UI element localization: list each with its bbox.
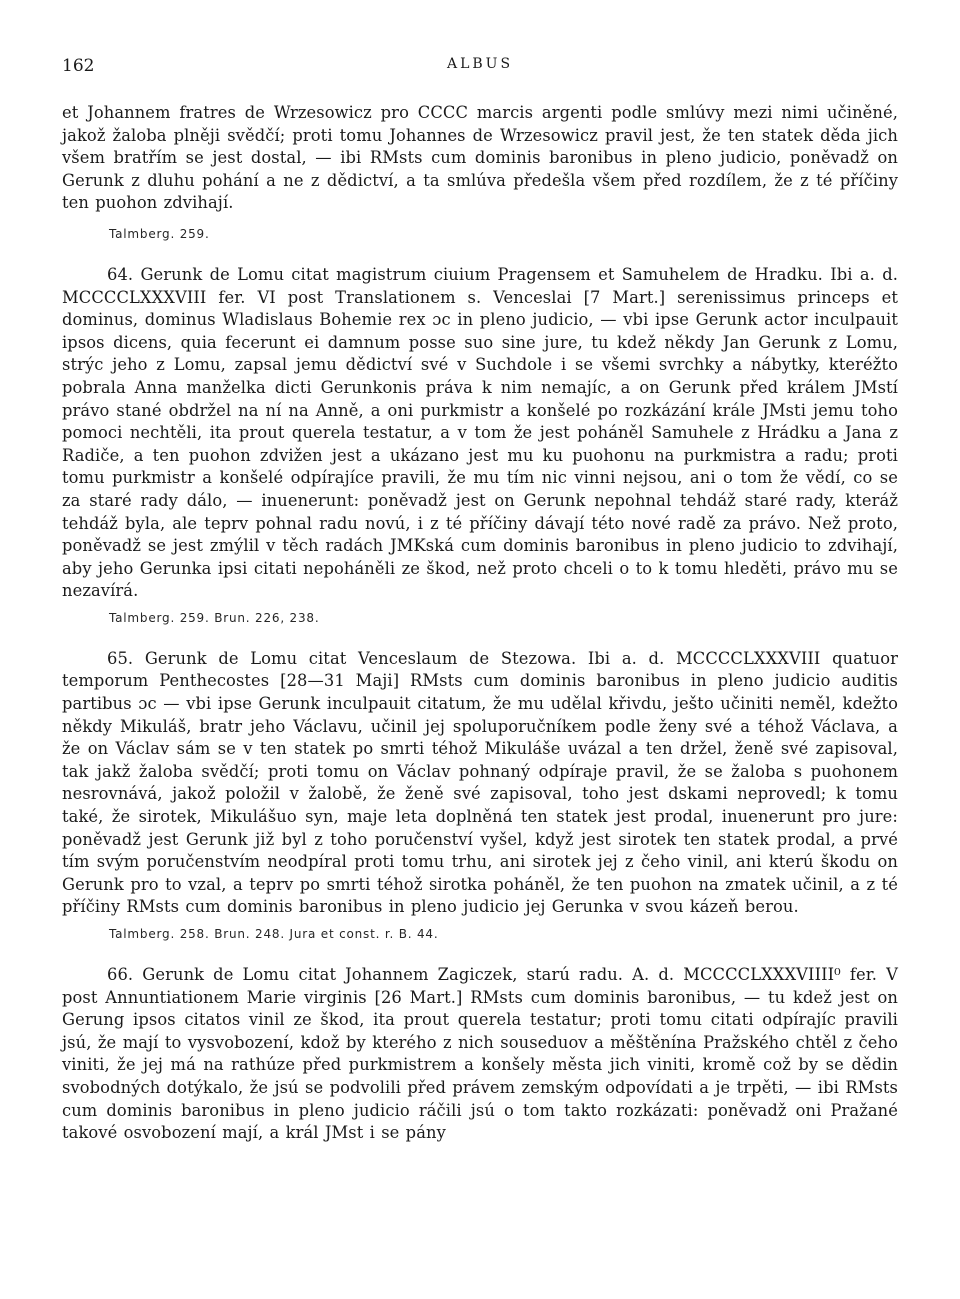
document-page (62, 48, 898, 1145)
entry-64: 64. Gerunk de Lomu citat magistrum ciuium Pragensem et Samuhelem de Hradku. Ibi a. d. MCCCCLXXXVIII fer. VI post Translationem s. Venceslai [7 Mart.] serenissimus princeps et dominus, dominus Wladislaus Bohemie rex ɔc in pleno judicio, — vbi ipse Gerunk actor inculpauit ipsos dicens, quia fecerunt ei damnum posse suo sine jure, tu kdež někdy Jan Gerunk z Lomu, strýc jeho z Lomu, zapsal jemu dědictví své v Suchdole i se všemi svrchky a nábytky, kteréžto pobrala Anna manželka dicti Gerunkonis práva k nim nemajíc, a on Gerunk před králem JMstí právo stané obdržel na ní na Anně, a oni purkmistr a konšelé po rozkázání krále JMsti jemu toho pomoci nechtěli, ita prout querela testatur, a v tom že jest poháněl Samuhele z Hrádku a Jana z Radiče, a ten puohon zdvižen jest a ukázano jest mu ku puohonu na purkmistra a radu; proti tomu purkmistr a konšelé odpírajíce pravili, že mu tím nic vinni nejsou, ani o tom že vědí, co se za staré rady dálo, — inuenerunt: poněvadž jest on Gerunk nepohnal tehdáž staré rady, kteráž tehdáž byla, ale teprv pohnal radu novú, i z té příčiny dávají této nové radě za právo. Než proto, poněvadž se jest zmýlil v těch radách JMKská cum dominis baronibus in pleno judicio to zdvihají, aby jeho Gerunka ipsi citati nepoháněli ze škod, než proto chceli o to k tomu hleděti, právo mu se nezavírá. (62, 264, 898, 601)
paragraph-continuation: et Johannem fratres de Wrzesowicz pro CCCC marcis argenti podle smlúvy mezi nimi učiněné, jakož žaloba plněji svědčí; proti tomu Johannes de Wrzesowicz pravil jest, že ten statek děda jich všem bratřím se jest dostal, — ibi RMsts cum dominis baronibus in pleno judicio, poněvadž on Gerunk z dluhu pohání a ne z dědictví, a ta smlúva předešla všem před rozdílem, že z té příčiny ten puohon zdvihají. (62, 103, 898, 213)
entry-65: 65. Gerunk de Lomu citat Venceslaum de Stezowa. Ibi a. d. MCCCCLXXXVIII quatuor temporum Penthecostes [28—31 Maji] RMsts cum dominis baronibus in pleno judicio auditis partibus ɔc — vbi ipse Gerunk inculpauit citatum, že mu udělal křivdu, ješto učiniti neměl, kdežto někdy Mikuláš, bratr jeho Václavu, učinil jej spoluporučníkem podle ženy své a téhož Václava, a že on Václav sám se v ten statek po smrti téhož Mikuláše uvázal a ten držel, ženě své zapisoval, tak jakž žaloba svědčí; proti tomu on Václav pohnaný odpíraje pravil, že se žaloba s puohonem nesrovnává, jakož položil v žalobě, že ženě své zapisoval, toho jest dskami neprovedl; k tomu také, že sirotek, Mikulášuo syn, maje leta doplněná ten statek jest prodal, inuenerunt pro jure: poněvadž jest Gerunk již byl z toho poručenství vyšel, když jest sirotek ten statek prodal, a prvé tím svým poručenstvím neodpíral proti tomu trhu, ani sirotek jej z čeho vinil, ani kterú škodu on Gerunk pro to vzal, a teprv po smrti téhož sirotka poháněl, že ten puohon na zmatek učinil, a z té příčiny RMsts cum dominis baronibus in pleno judicio jej Gerunka v svou kázeň berou. (62, 648, 898, 917)
page-header (62, 48, 898, 88)
source-reference: Talmberg. 259. (109, 226, 210, 241)
page-number: 162 (62, 56, 95, 76)
source-reference: Talmberg. 259. Brun. 226, 238. (109, 610, 320, 625)
source-reference: Talmberg. 258. Brun. 248. Jura et const. r. B. 44. (109, 927, 439, 941)
entry-66: 66. Gerunk de Lomu citat Johannem Zagiczek, starú radu. A. d. MCCCCLXXXVIIII⁰ fer. V post Annuntiationem Marie virginis [26 Mart.] RMsts cum dominis baronibus, — tu kdež jest on Gerung ipsos citatos vinil ze škod, ita prout querela testatur; proti tomu citati odpírajíc pravili jsú, že mají to vysvobození, kdož by kterého z nich souseduov a měštěnína Pražského chtěl z čeho viniti, že jej má na rathúze před purkmistrem a konšely města jich viniti, kromě což by se dědin svobodných dotýkalo, že jsú se podvolili před právem zemským odpovídati a je trpěti, — ibi RMsts cum dominis baronibus in pleno judicio ráčili jsú o tom takto rozkázati: poněvadž oni Pražané takové osvobození mají, a král JMst i se pány (62, 965, 898, 1143)
running-title: ALBUS (446, 56, 514, 72)
